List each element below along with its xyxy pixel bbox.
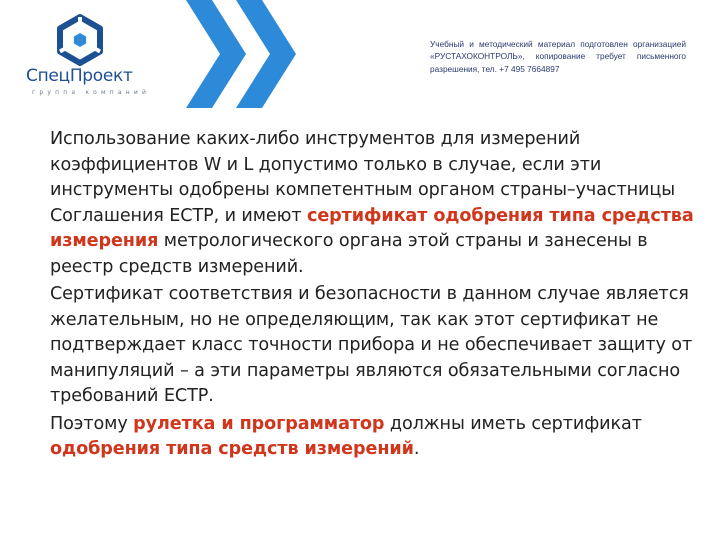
logo-emblem-icon xyxy=(0,0,160,70)
logo-name: СпецПроект xyxy=(26,66,133,86)
paragraph-1 xyxy=(50,127,700,280)
company-logo xyxy=(0,0,160,105)
main-text xyxy=(50,127,700,465)
p3-text-1: Поэтому xyxy=(50,413,134,434)
p2-text-1: Сертификат соответствия и безопасности в данном случае является желательным, но не определяющим, так как этот сертификат не подтверждает класс точности прибора и не обеспечивает защиту от манипуляций – а эти параметры являются обязательными согласно требований ЕСТР. xyxy=(50,284,693,406)
paragraph-2 xyxy=(50,282,700,410)
p1-text-1: Использование каких-либо инструментов для измерений коэффициентов W и L допустимо только в случае, если эти инструменты одобрены компетентным органом страны–участницы Соглашения ЕСТР, и имеют xyxy=(50,129,676,226)
paragraph-3 xyxy=(50,412,700,463)
p3-highlight-2: одобрения типа средств измерений xyxy=(50,439,414,459)
chevron-left-shape xyxy=(186,0,246,108)
p3-text-2: должны иметь сертификат xyxy=(384,413,642,434)
p3-text-3: . xyxy=(413,439,420,459)
p1-highlight: сертификат одобрения типа средства измерения xyxy=(50,205,694,251)
copyright-notice: Учебный и методический материал подготовлен организацией «РУСТАХОКОНТРОЛЬ», копирование требует письменного разрешения, тел. +7 495 7664897 xyxy=(430,39,686,74)
p3-highlight-1: рулетка и программатор xyxy=(133,413,385,434)
p1-text-2: метрологического органа этой страны и занесены в реестр средств измерений. xyxy=(50,231,648,277)
logo-subtitle: группа компаний xyxy=(32,89,151,96)
